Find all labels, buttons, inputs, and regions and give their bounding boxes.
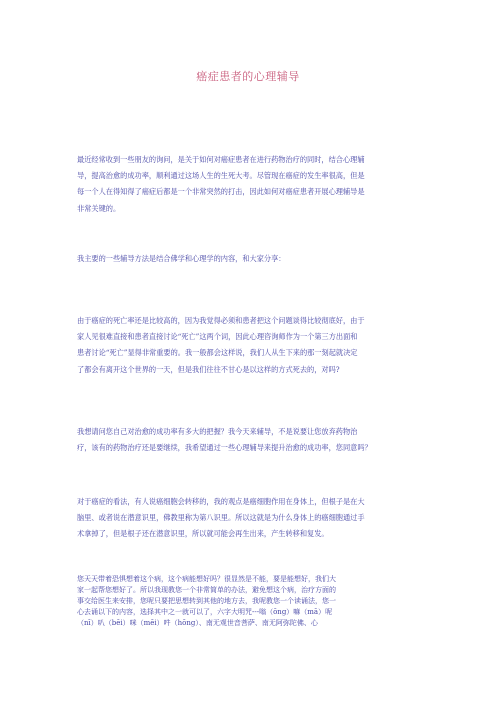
paragraph-cure-rate [77,424,427,456]
text-line: 家一起帮您想好了。所以我现教您一个非常简单的办法，避免想这个病，治疗方面的 [77,586,336,594]
text-line: 疗，该有的药物治疗还是要继续，我希望通过一些心理辅导来提升治愈的成功率，您同意吗？ [77,443,372,453]
text-line: 非常关键的。 [77,203,121,213]
paragraph-methods [77,251,427,267]
paragraph-death-discussion [77,313,427,378]
text-line: 每一个人在得知得了癌症后都是一个非常突然的打击，因此如何对癌症患者开展心理辅导是 [77,187,365,197]
text-line: 最近经常收到一些朋友的询问，是关于如何对癌症患者在进行药物治疗的同时，结合心理辅 [77,155,365,164]
text-line: 患者讨论“死亡”显得非常重要的。我一般都会这样说，我们人从生下来的那一刻起就决定 [77,348,358,358]
document-title: 癌症患者的心理辅导 [196,70,300,83]
text-line: 我主要的一些辅导方法是结合佛学和心理学的内容，和大家分享： [77,254,286,263]
text-line: 导，提高治愈的成功率，顺利通过这场人生的生死大考。尽管现在癌症的发生率很高，但是 [77,171,365,181]
paragraph-cancer-view [77,494,427,543]
text-line: 了都会有离开这个世界的一天，但是我们往往不甘心是以这样的方式死去的，对吗? [77,364,340,374]
text-line: 脑里、或者说在潜意识里，佛教里称为第八识里。所以这就是为什么身体上的癌细胞通过手 [77,513,365,523]
text-line: 由于癌症的死亡率还是比较高的，因为我觉得必须和患者把这个问题谈得比较彻底好，由于 [77,316,365,325]
paragraph-recitation [77,574,427,629]
text-line: 心去诵以下的内容，选择其中之一就可以了，六字大明咒---嗡（ōng）嘛（mā）呢 [77,608,333,616]
text-line: 我想请问您自己对治愈的成功率有多大的把握？我今天来辅导，不是说要让您放弃药物治 [77,427,358,436]
text-line: （nī）叭（bēi）咪（mēi）吽（hōng）、南无观世音菩萨、南无阿弥陀佛、心 [77,619,318,627]
text-line: 对于癌症的看法，有人说癌细胞会转移的，我的观点是癌细胞作用在身体上，但根子是在大 [77,497,365,506]
text-line: 家人见很难直接和患者直接讨论“死亡”这两个词，因此心理咨询师作为一个第三方出面和 [77,332,358,342]
text-line: 事交给医生来安排，您呢只要把思想转到其他的地方去，我呢教您一个读诵法，您一 [77,597,336,605]
text-line: 您天天带着恐惧想着这个病，这个病能想好吗？很显然是不能，要是能想好，我们大 [77,575,336,583]
text-line: 术拿掉了，但是根子还在潜意识里，所以就可能会再生出来，产生转移和复发。 [77,529,329,539]
paragraph-intro [77,152,427,217]
